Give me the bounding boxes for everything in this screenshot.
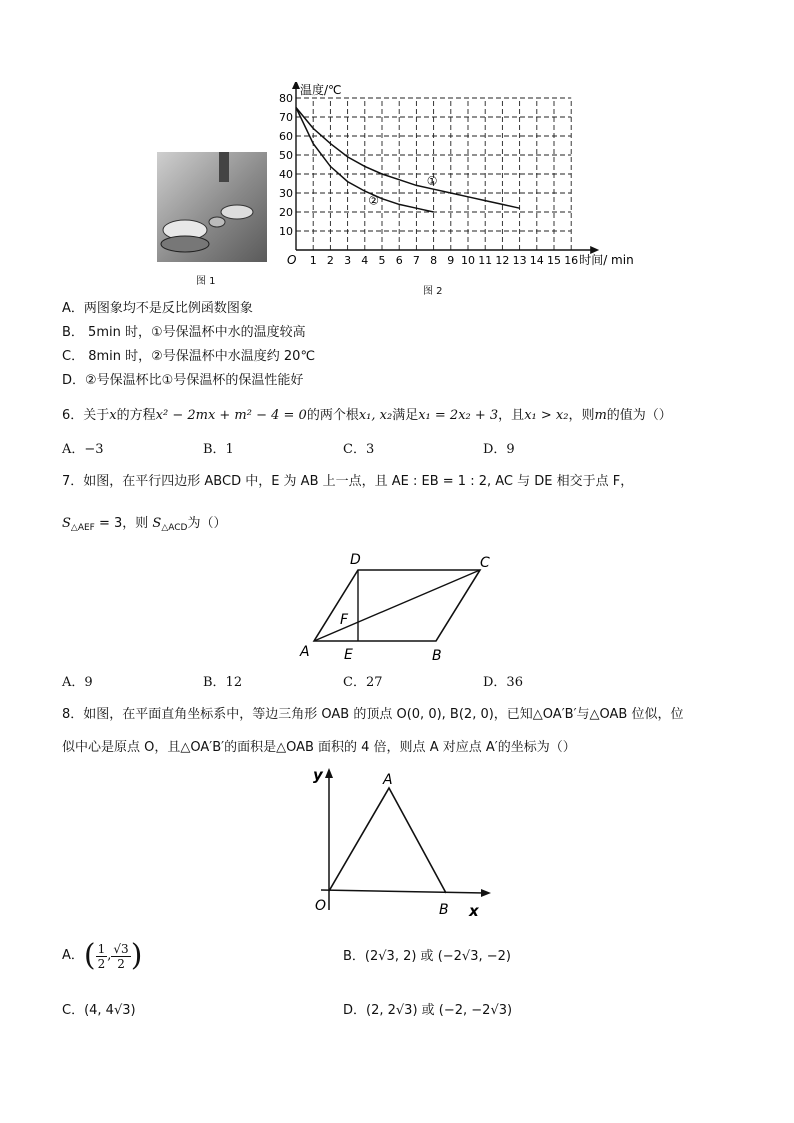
- x-tick-label: 9: [447, 254, 455, 267]
- q6-option-b: B．1: [203, 442, 234, 457]
- origin-o-label: O: [315, 898, 327, 914]
- q5-option-b: B． 5min 时，①号保温杯中水的温度较高: [62, 325, 306, 340]
- point-e-label: E: [344, 647, 353, 663]
- x-tick-label: 15: [547, 254, 561, 267]
- y-tick-label: 80: [279, 92, 293, 105]
- q8-stem-line1: 8．如图，在平面直角坐标系中，等边三角形 OAB 的顶点 O(0, 0), B(2, 0)，已知△OA′B′与△OAB 位似，位: [62, 707, 684, 722]
- point-b-label: B: [439, 902, 449, 918]
- x-tick-label: 10: [461, 254, 475, 267]
- q6-option-c: C．3: [343, 442, 375, 457]
- x-axis-title: 时间/ min: [579, 253, 634, 267]
- x-tick-label: 5: [378, 254, 386, 267]
- y-tick-label: 40: [279, 168, 293, 181]
- x-tick-label: 7: [412, 254, 420, 267]
- point-d-label: D: [350, 552, 361, 568]
- y-axis-label: y: [313, 766, 323, 784]
- q6-option-d: D．9: [483, 442, 515, 457]
- curve-1-label: ①: [426, 174, 438, 189]
- x-tick-label: 16: [564, 254, 579, 267]
- x-tick-label: 13: [512, 254, 527, 267]
- x-tick-label: 1: [309, 254, 317, 267]
- y-tick-label: 70: [279, 111, 293, 124]
- q5-option-a: A．两图象均不是反比例函数图象: [62, 301, 253, 316]
- q8-option-a: A． ( $\frac{1}{2}$ , $\frac{√3}{2}$ ): [62, 938, 143, 973]
- temperature-chart: [278, 82, 658, 274]
- q8-stem-line2: 似中心是原点 O，且△OA′B′的面积是△OAB 面积的 4 倍，则点 A 对应点 A′的坐标为（）: [62, 740, 576, 755]
- parallelogram-figure: [290, 548, 510, 666]
- x-tick-label: 8: [430, 254, 438, 267]
- q7-stem-line2: $S_{\triangle AEF} = 3$，则 $S_{\triangle ACD}$为（）: [62, 516, 227, 533]
- cup-illustration: [157, 152, 267, 262]
- x-axis-label: x: [469, 902, 479, 920]
- y-tick-label: 10: [279, 225, 293, 238]
- y-tick-label: 50: [279, 149, 293, 162]
- q8-option-c: C．(4, 4√3): [62, 1003, 136, 1018]
- y-axis-arrow: [292, 82, 300, 89]
- q7-option-a: A．9: [62, 675, 93, 690]
- q7-option-b: B．12: [203, 675, 243, 690]
- figure-1-photo: [157, 152, 267, 262]
- q6-stem: 6．关于x的方程x² − 2mx + m² − 4 = 0的两个根x₁, x₂满足x₁ = 2x₂ + 3，且x₁ > x₂，则m的值为（）: [62, 408, 672, 423]
- q7-stem-line1: 7．如图，在平行四边形 ABCD 中，E 为 AB 上一点，且 AE : EB = 1 : 2, AC 与 DE 相交于点 F，: [62, 474, 634, 489]
- q7-option-c: C．27: [343, 675, 383, 690]
- point-f-label: F: [340, 612, 349, 628]
- x-tick-label: 2: [326, 254, 334, 267]
- q7-option-d: D．36: [483, 675, 523, 690]
- point-a-label: A: [300, 644, 310, 660]
- x-tick-label: 14: [529, 254, 544, 267]
- y-tick-label: 60: [279, 130, 293, 143]
- point-a-label: A: [383, 772, 393, 788]
- q8-option-b: B．(2√3, 2) 或 (−2√3, −2): [343, 949, 511, 964]
- figure-1-caption: 图 1: [196, 276, 216, 287]
- triangle-coordinate-figure: [305, 762, 495, 922]
- q6-option-a: A．−3: [62, 442, 104, 457]
- curve-2-label: ②: [368, 193, 380, 208]
- x-tick-label: 6: [395, 254, 403, 267]
- x-tick-label: 4: [361, 254, 369, 267]
- x-tick-label: 11: [478, 254, 493, 267]
- x-tick-label: 12: [495, 254, 510, 267]
- q8-option-d: D．(2, 2√3) 或 (−2, −2√3): [343, 1003, 513, 1018]
- q5-option-c: C． 8min 时，②号保温杯中水温度约 20℃: [62, 349, 316, 364]
- origin-label: O: [287, 253, 297, 267]
- y-tick-label: 30: [279, 187, 293, 200]
- x-tick-label: 3: [344, 254, 352, 267]
- figure-2-caption: 图 2: [423, 286, 443, 297]
- y-tick-label: 20: [279, 206, 293, 219]
- point-b-label: B: [432, 648, 442, 664]
- q5-option-d: D．②号保温杯比①号保温杯的保温性能好: [62, 373, 304, 388]
- point-c-label: C: [480, 555, 490, 571]
- y-axis-title: 温度/℃: [300, 83, 342, 97]
